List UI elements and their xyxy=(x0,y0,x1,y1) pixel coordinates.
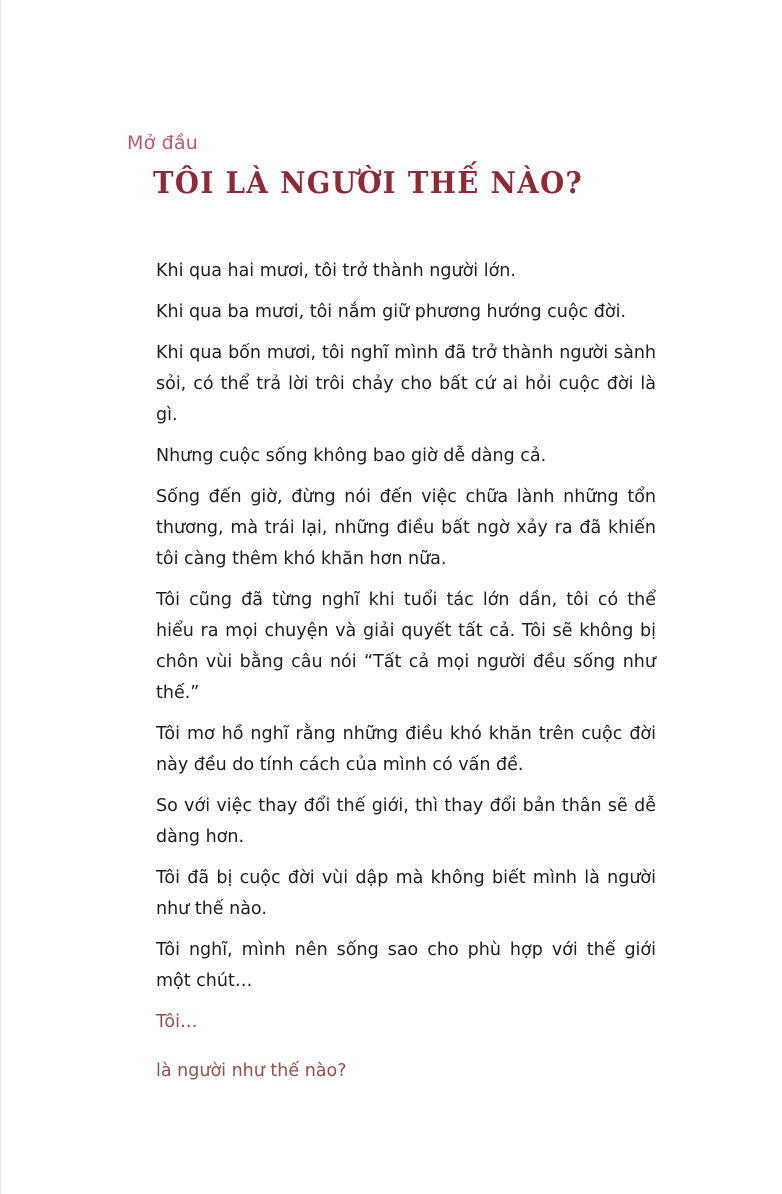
paragraph: Khi qua bốn mươi, tôi nghĩ mình đã trở thành người sành sỏi, có thể trả lời trôi chảy cho bất cứ ai hỏi cuộc đời là gì. xyxy=(156,343,656,425)
paragraph: Tôi đã bị cuộc đời vùi dập mà không biết mình là người như thế nào. xyxy=(156,868,656,919)
paragraph: Sống đến giờ, đừng nói đến việc chữa lành những tổn thương, mà trái lại, những điều bất ngờ xảy ra đã khiến tôi càng thêm khó khăn hơn nữa. xyxy=(156,487,656,569)
paragraph: Tôi mơ hồ nghĩ rằng những điều khó khăn trên cuộc đời này đều do tính cách của mình có vấn đề. xyxy=(156,724,656,775)
paragraph: Tôi cũng đã từng nghĩ khi tuổi tác lớn dần, tôi có thể hiểu ra mọi chuyện và giải quyết tất cả. Tôi sẽ không bị chôn vùi bằng câu nói “Tất cả mọi người đều sống như thế.” xyxy=(156,590,656,703)
body-text xyxy=(156,256,656,1097)
paragraph: Khi qua hai mươi, tôi trở thành người lớn. xyxy=(156,261,516,281)
chapter-title: TÔI LÀ NGƯỜI THẾ NÀO? xyxy=(153,166,584,201)
paragraph: Tôi nghĩ, mình nên sống sao cho phù hợp với thế giới một chút… xyxy=(156,940,656,991)
closing-line: Tôi… xyxy=(156,1012,198,1032)
section-label: Mở đầu xyxy=(127,132,199,154)
paragraph: So với việc thay đổi thế giới, thì thay đổi bản thân sẽ dễ dàng hơn. xyxy=(156,796,656,847)
paragraph: Nhưng cuộc sống không bao giờ dễ dàng cả. xyxy=(156,446,547,466)
closing-question: là người như thế nào? xyxy=(156,1061,347,1081)
paragraph: Khi qua ba mươi, tôi nắm giữ phương hướng cuộc đời. xyxy=(156,302,627,322)
